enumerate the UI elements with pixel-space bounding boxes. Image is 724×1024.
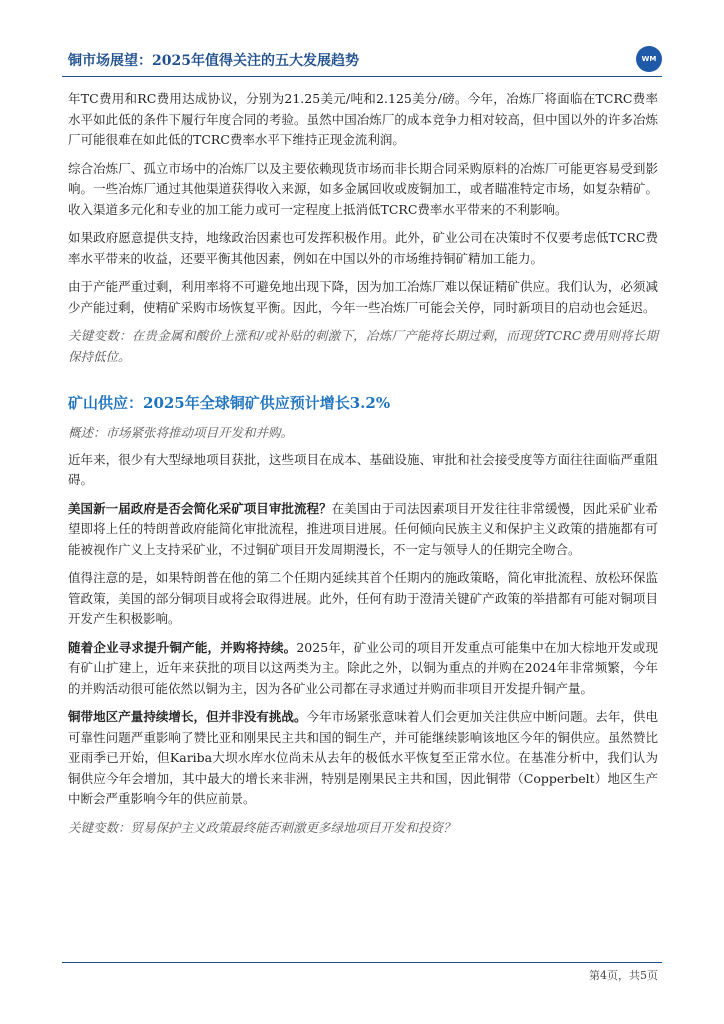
section-summary: 概述：市场紧张将推动项目开发和并购。 <box>68 425 294 440</box>
section-block <box>68 707 658 810</box>
section-block <box>68 499 658 561</box>
block-text: 2025年，矿业公司的项目开发重点可能集中在加大棕地开发或现有矿山扩建上，近年来获批的项目以这两类为主。除此之外，以铜为重点的并购在2024年非常频繁，今年的并购活动很可能依然以铜为主，因为各矿业公司都在寻求通过并购而非项目开发提升铜产量。 <box>68 639 658 696</box>
page-header <box>62 42 662 77</box>
document-body <box>68 89 658 846</box>
section-block <box>68 638 658 700</box>
section-intro: 近年来，很少有大型绿地项目获批，这些项目在成本、基础设施、审批和社会接受度等方面往往面临严重阻碍。 <box>68 451 658 487</box>
paragraph: 由于产能严重过剩，利用率将不可避免地出现下降，因为加工冶炼厂难以保证精矿供应。我们认为，必须减少产能过剩，使精矿采购市场恢复平衡。因此，今年一些冶炼厂可能会关停，同时新项目的启动也会延迟。 <box>68 279 658 315</box>
paragraph: 综合冶炼厂、孤立市场中的冶炼厂以及主要依赖现货市场而非长期合同采购原料的冶炼厂可能更容易受到影响。一些冶炼厂通过其他渠道获得收入来源，如多金属回收或废铜加工，或者瞄准特定市场，如复杂精矿。收入渠道多元化和专业的加工能力或可一定程度上抵消低TCRC费率水平带来的不利影响。 <box>68 160 658 217</box>
block-lead: 随着企业寻求提升铜产能，并购将持续。 <box>68 639 297 655</box>
key-variable-note: 关键变数：在贵金属和酸价上涨和/或补贴的刺激下，冶炼厂产能将长期过剩，而现货TCRC费用则将长期保持低位。 <box>68 328 658 364</box>
section-block <box>68 568 658 630</box>
company-logo-icon <box>636 46 662 72</box>
logo-text: WM <box>641 55 657 63</box>
header-title: 铜市场展望：2025年值得关注的五大发展趋势 <box>68 53 359 69</box>
block-lead: 美国新一届政府是否会简化采矿项目审批流程？ <box>68 500 332 516</box>
paragraph: 年TC费用和RC费用达成协议，分别为21.25美元/吨和2.125美分/磅。今年，冶炼厂将面临在TCRC费率水平如此低的条件下履行年度合同的考验。虽然中国冶炼厂的成本竞争力相对较高，但中国以外的许多冶炼厂可能很难在如此低的TCRC费率水平下维持正现金流利润。 <box>68 91 658 147</box>
section-key-variable: 关键变数：贸易保护主义政策最终能否刺激更多绿地项目开发和投资？ <box>68 819 456 835</box>
block-text: 今年市场紧张意味着人们会更加关注供应中断问题。去年，供电可靠性问题严重影响了赞比亚和刚果民主共和国的铜生产，并可能继续影响该地区今年的铜供应。虽然赞比亚雨季已开始，但Kariba大坝水库水位尚未从去年的极低水平恢复至正常水位。在基准分析中，我们认为铜供应今年会增加，其中最大的增长来非洲，特别是刚果民主共和国，因此铜带（Copperbelt）地区生产中断会严重影响今年的供应前景。 <box>68 709 658 806</box>
block-text: 在美国由于司法因素项目开发往往非常缓慢，因此采矿业希望即将上任的特朗普政府能简化审批流程，推进项目进展。任何倾向民族主义和保护主义政策的措施都有可能被视作广义上支持采矿业，不过铜矿项目开发周期漫长，不一定与领导人的任期完全吻合。 <box>68 500 658 557</box>
block-lead: 铜带地区产量持续增长，但并非没有挑战。 <box>68 709 307 724</box>
block-text: 值得注意的是，如果特朗普在他的第二个任期内延续其首个任期内的施政策略，简化审批流程、放松环保监管政策，美国的部分铜项目或将会取得进展。此外，任何有助于澄清关键矿产政策的举措都有可能对铜项目开发产生积极影响。 <box>68 570 658 626</box>
section-title: 矿山供应：2025年全球铜矿供应预计增长3.2% <box>68 394 391 412</box>
paragraph: 如果政府愿意提供支持，地缘政治因素也可发挥积极作用。此外，矿业公司在决策时不仅要考虑低TCRC费率水平带来的收益，还要平衡其他因素，例如在中国以外的市场维持铜矿精加工能力。 <box>68 230 658 266</box>
page-number: 第4页，共5页 <box>589 969 658 982</box>
footer-divider <box>62 962 662 963</box>
